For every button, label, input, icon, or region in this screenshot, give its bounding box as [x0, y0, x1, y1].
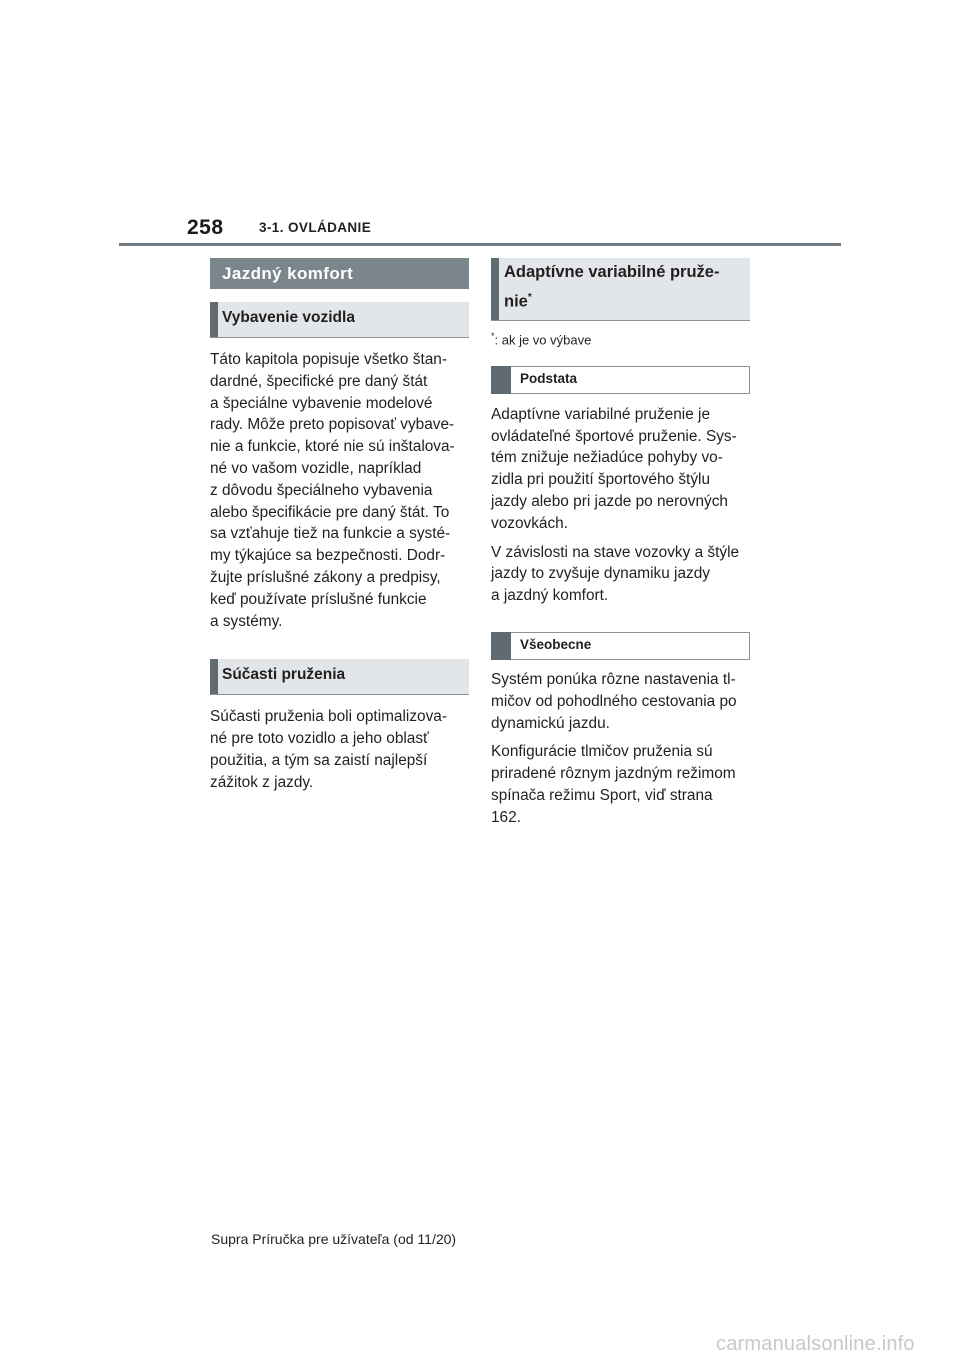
text-line: keď používate príslušné funkcie [210, 590, 427, 608]
text-line: Táto kapitola popisuje všetko štan- [210, 351, 447, 368]
text-line: nie a funkcie, ktoré nie sú inštalova- [210, 438, 455, 456]
heading-vybavenie-vozidla [210, 302, 469, 338]
footnote-text: : ak je vo výbave [494, 331, 592, 347]
heading-text-line1: Adaptívne variabilné pruže- [504, 263, 720, 281]
heading-asterisk: * [527, 292, 532, 303]
text-line: my týkajúce sa bezpečnosti. Dodr- [210, 547, 446, 565]
text-line: jazdy alebo pri jazde po nerovných [491, 493, 728, 511]
heading-marker [210, 302, 218, 337]
footer-text: Supra Príručka pre užívateľa (od 11/20) [211, 1231, 457, 1247]
text-line: a jazdný komfort. [491, 587, 609, 605]
right-column [491, 258, 750, 829]
text-line: priradené rôznym jazdným režimom [491, 765, 736, 783]
text-line: Adaptívne variabilné pruženie je [491, 405, 711, 423]
box-heading-text: Podstata [520, 370, 578, 386]
heading-marker [491, 258, 499, 320]
text-line: alebo špecifikácie pre daný štát. To [210, 503, 450, 521]
header-divider [119, 243, 841, 246]
text-line: vozovkách. [491, 514, 568, 532]
text-line: Súčasti pruženia boli optimalizova- [210, 708, 447, 726]
text-line: žujte príslušné zákony a predpisy, [210, 568, 441, 586]
text-line: jazdy to zvyšuje dynamiku jazdy [491, 565, 710, 583]
left-column [210, 258, 469, 794]
heading-text-line2: nie [504, 292, 528, 311]
text-line: zidla pri použití športového štýlu [491, 471, 711, 489]
box-heading-text: Všeobecne [520, 637, 592, 652]
paragraph-sucasti [210, 706, 469, 793]
text-line: a špeciálne vybavenie modelové [210, 394, 433, 412]
section-title-jazdny-komfort: Jazdný komfort [210, 258, 469, 289]
text-line: V závislosti na stave vozovky a štýle [491, 543, 740, 561]
footnote [491, 327, 750, 349]
box-heading-vseobecne [491, 632, 750, 660]
text-line: Systém ponúka rôzne nastavenia tl- [491, 671, 736, 688]
heading-marker [210, 659, 218, 694]
paragraph-podstata-1 [491, 404, 750, 535]
text-line: né pre toto vozidlo a jeho oblasť [210, 730, 429, 748]
heading-adaptivne-pruzenie [491, 258, 750, 321]
text-line: z dôvodu špeciálneho vybavenia [210, 481, 433, 499]
text-line: mičov od pohodlného cestovania po [491, 692, 737, 710]
text-line: tém znižuje nežiadúce pohyby vo- [491, 449, 723, 467]
text-line: dardné, špecifické pre daný štát [210, 372, 428, 390]
heading-sucasti-pruzenia [210, 659, 469, 695]
text-line: dynamickú jazdu. [491, 714, 610, 732]
text-line: né vo vašom vozidle, napríklad [210, 459, 422, 477]
watermark: carmanualsonline.info [716, 1333, 915, 1355]
text-line: rady. Môže preto popisovať vybave- [210, 416, 455, 434]
heading-text: Vybavenie vozidla [222, 309, 355, 326]
text-line: použitia, a tým sa zaistí najlepší [210, 751, 428, 769]
text-line: zážitok z jazdy. [210, 773, 314, 791]
text-line: ovládateľné športové pruženie. Sys- [491, 427, 737, 445]
text-line: 162. [491, 808, 521, 826]
paragraph-vseobecne-1 [491, 669, 750, 734]
paragraph-vybavenie [210, 349, 469, 632]
text-line: Konfigurácie tlmičov pruženia sú [491, 743, 713, 761]
text-line: sa vzťahuje tiež na funkcie a systé- [210, 525, 451, 543]
box-marker [491, 632, 511, 660]
heading-text: Súčasti pruženia [222, 666, 346, 684]
text-line: a systémy. [210, 612, 283, 630]
box-heading-podstata [491, 366, 750, 394]
paragraph-vseobecne-2 [491, 741, 750, 828]
text-line: spínača režimu Sport, viď strana [491, 786, 713, 804]
footnote-asterisk: * [491, 330, 495, 341]
chapter-label: 3-1. OVLÁDANIE [259, 220, 372, 235]
page-number: 258 [187, 216, 224, 239]
paragraph-podstata-2 [491, 542, 750, 607]
box-marker [491, 366, 511, 394]
